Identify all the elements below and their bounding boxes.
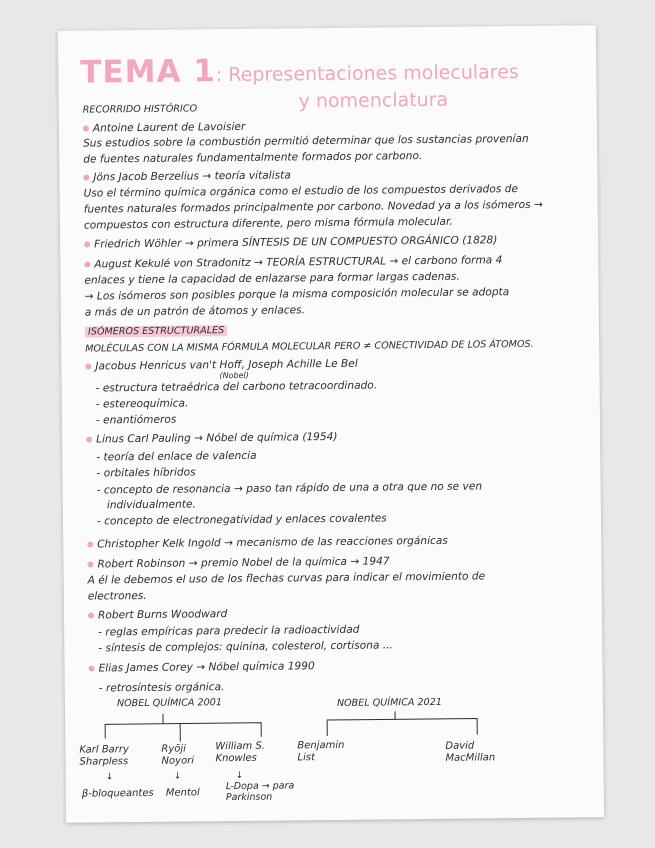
laureate-knowles: William S. Knowles [215,740,266,765]
note-line: - teoría del enlace de valencia [96,449,257,464]
page-title-line2: y nomenclatura [298,88,449,113]
list-item: Robert Robinson → premio Nobel de la química → 1947 [87,555,389,570]
result-knowles: L-Dopa → para Parkinson [225,780,295,804]
note-line: compuestos con estructura diferente, pero misma fórmula molecular. [83,215,453,232]
note-line: - reglas empíricas para predecir la radioactividad [98,623,360,639]
list-item: Jöns Jacob Berzelius → teoría vitalista [83,169,291,183]
section-recorrido-historico: RECORRIDO HISTÓRICO [82,103,198,116]
title-rest: : Representaciones moleculares [215,61,519,87]
note-line: - concepto de electronegatividad y enlaces covalentes [96,512,387,528]
nobel-2021-label: NOBEL QUÍMICA 2021 [336,696,442,709]
note-line: individualmente. [106,498,196,512]
list-item: August Kekulé von Stradonitz → TEORÍA ESTRUCTURAL → el carbono forma 4 [84,254,502,270]
nobel-bracket-diagram [58,25,604,823]
note-line: MOLÉCULAS CON LA MISMA FÓRMULA MOLECULAR PERO ≠ CONECTIVIDAD DE LOS ÁTOMOS. [85,338,534,355]
note-line: → Los isómeros son posibles porque la misma composición molecular se adopta [84,286,510,303]
result-sharpless: β-bloqueantes [81,787,154,800]
list-item: Robert Burns Woodward [88,608,227,621]
note-line: de fuentes naturales fundamentalmente formados por carbono. [83,150,423,166]
note-line: - estructura tetraédrica del carbono tetracoordinado. [95,379,378,395]
note-annotation: (Nobel) [219,370,249,381]
note-line: - estereoquímica. [95,397,189,411]
list-item: Elias James Corey → Nóbel química 1990 [88,660,314,674]
section-isomeros-estructurales: ISÓMEROS ESTRUCTURALES [85,325,227,337]
laureate-sharpless: Karl Barry Sharpless [79,744,129,768]
notebook-page [58,25,604,823]
list-item: Jacobus Henricus van't Hoff, Joseph Achille Le Bel [85,358,357,373]
title-main: TEMA 1 [80,53,217,91]
note-line: enlaces y tiene la capacidad de enlazarse para formar largas cadenas. [84,270,460,287]
list-item: Christopher Kelk Ingold → mecanismo de las reacciones orgánicas [87,535,448,551]
arrow-down-icon: ↓ [235,770,244,782]
list-item: Friedrich Wöhler → primera SÍNTESIS DE UN COMPUESTO ORGÁNICO (1828) [84,234,497,250]
note-line: Sus estudios sobre la combustión permitió determinar que los sustancias provenían [82,132,529,150]
laureate-list: Benjamin List [297,739,345,764]
note-line: - concepto de resonancia → paso tan rápido de una a otra que no se ven [96,480,483,497]
nobel-2001-label: NOBEL QUÍMICA 2001 [116,697,222,710]
note-line: - enantiómeros [95,413,177,427]
bracket-2021 [327,718,477,736]
note-line: - orbitales híbridos [96,466,196,480]
laureate-macmillan: David MacMillan [445,740,496,764]
note-line: electrones. [87,589,147,603]
arrow-down-icon: ↓ [105,772,114,783]
list-item: Antoine Laurent de Lavoisier [83,121,246,135]
list-item: Linus Carl Pauling → Nóbel de química (1954) [86,431,337,446]
laureate-noyori: Ryōji Noyori [161,743,195,767]
note-line: - retrosíntesis orgánica. [98,681,225,695]
note-line: fuentes naturales formados principalmente por carbono. Novedad ya a los isómeros → [83,198,543,216]
note-line: A él le debemos el uso de los flechas curvas para indicar el movimiento de [87,570,486,587]
bracket-2001 [105,723,261,739]
note-line: Uso el término química orgánica como el estudio de los compuestos derivados de [83,183,519,200]
note-line: - síntesis de complejos: quinina, colesterol, cortisona ... [98,639,393,655]
arrow-down-icon: ↓ [173,771,182,782]
note-line: a más de un patrón de átomos y enlaces. [84,304,306,319]
result-noyori: Mentol [165,787,200,799]
